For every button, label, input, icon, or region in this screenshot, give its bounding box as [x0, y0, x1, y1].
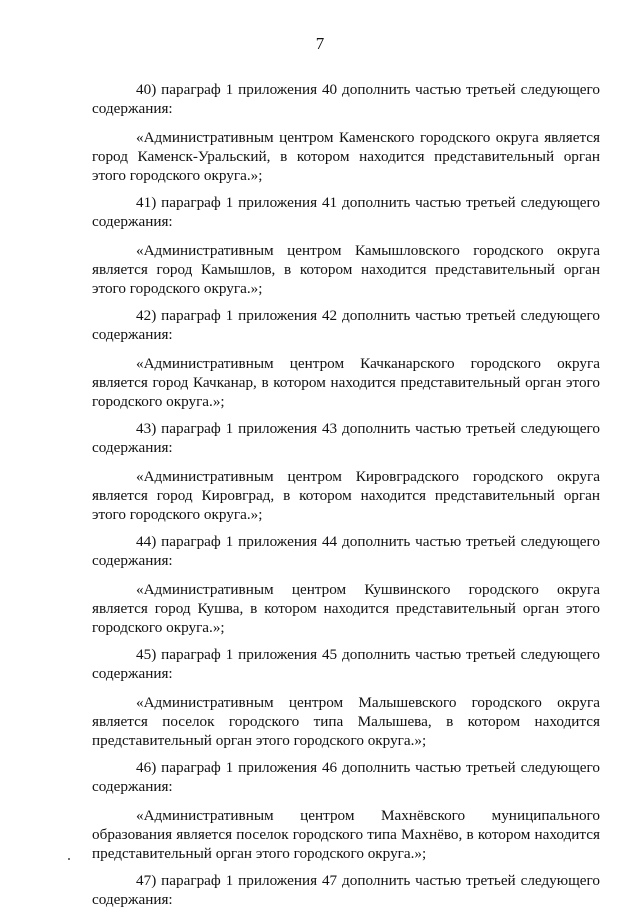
scan-speck [68, 858, 70, 860]
amendment-quote: «Административным центром Малышевского городского округа является поселок городского типа Малышева, в котором находится представительный орган этого городского округа.»; [92, 694, 600, 749]
amendment-quote: «Административным центром Кировградского городского округа является город Кировград, в котором находится представительный орган этого городского округа.»; [92, 468, 600, 523]
amendment-quote: «Административным центром Кушвинского городского округа является город Кушва, в котором находится представительный орган этого городского округа.»; [92, 581, 600, 636]
amendment-quote: «Административным центром Махнёвского муниципального образования является поселок городского типа Махнёво, в котором находится представительный орган этого городского округа.»; [92, 807, 600, 862]
amendment-quote: «Административным центром Каменского городского округа является город Каменск-Уральский, в котором находится представительный орган этого городского округа.»; [92, 129, 600, 184]
amendment-intro: 46) параграф 1 приложения 46 дополнить частью третьей следующего содержания: [92, 759, 600, 795]
amendment-intro: 47) параграф 1 приложения 47 дополнить частью третьей следующего содержания: [92, 872, 600, 908]
document-body [92, 80, 600, 917]
amendment-item-45 [92, 645, 600, 750]
page-number: 7 [315, 34, 325, 53]
amendment-item-46 [92, 758, 600, 863]
amendment-intro: 41) параграф 1 приложения 41 дополнить частью третьей следующего содержания: [92, 194, 600, 230]
amendment-intro: 43) параграф 1 приложения 43 дополнить частью третьей следующего содержания: [92, 420, 600, 456]
amendment-item-47 [92, 871, 600, 909]
amendment-quote: «Административным центром Камышловского городского округа является город Камышлов, в котором находится представительный орган этого городского округа.»; [92, 242, 600, 297]
amendment-item-44 [92, 532, 600, 637]
amendment-item-41 [92, 193, 600, 298]
amendment-intro: 44) параграф 1 приложения 44 дополнить частью третьей следующего содержания: [92, 533, 600, 569]
amendment-intro: 40) параграф 1 приложения 40 дополнить частью третьей следующего содержания: [92, 81, 600, 117]
amendment-item-42 [92, 306, 600, 411]
amendment-item-43 [92, 419, 600, 524]
amendment-item-40 [92, 80, 600, 185]
amendment-quote: «Административным центром Качканарского городского округа является город Качканар, в котором находится представительный орган этого городского округа.»; [92, 355, 600, 410]
amendment-intro: 45) параграф 1 приложения 45 дополнить частью третьей следующего содержания: [92, 646, 600, 682]
amendment-intro: 42) параграф 1 приложения 42 дополнить частью третьей следующего содержания: [92, 307, 600, 343]
